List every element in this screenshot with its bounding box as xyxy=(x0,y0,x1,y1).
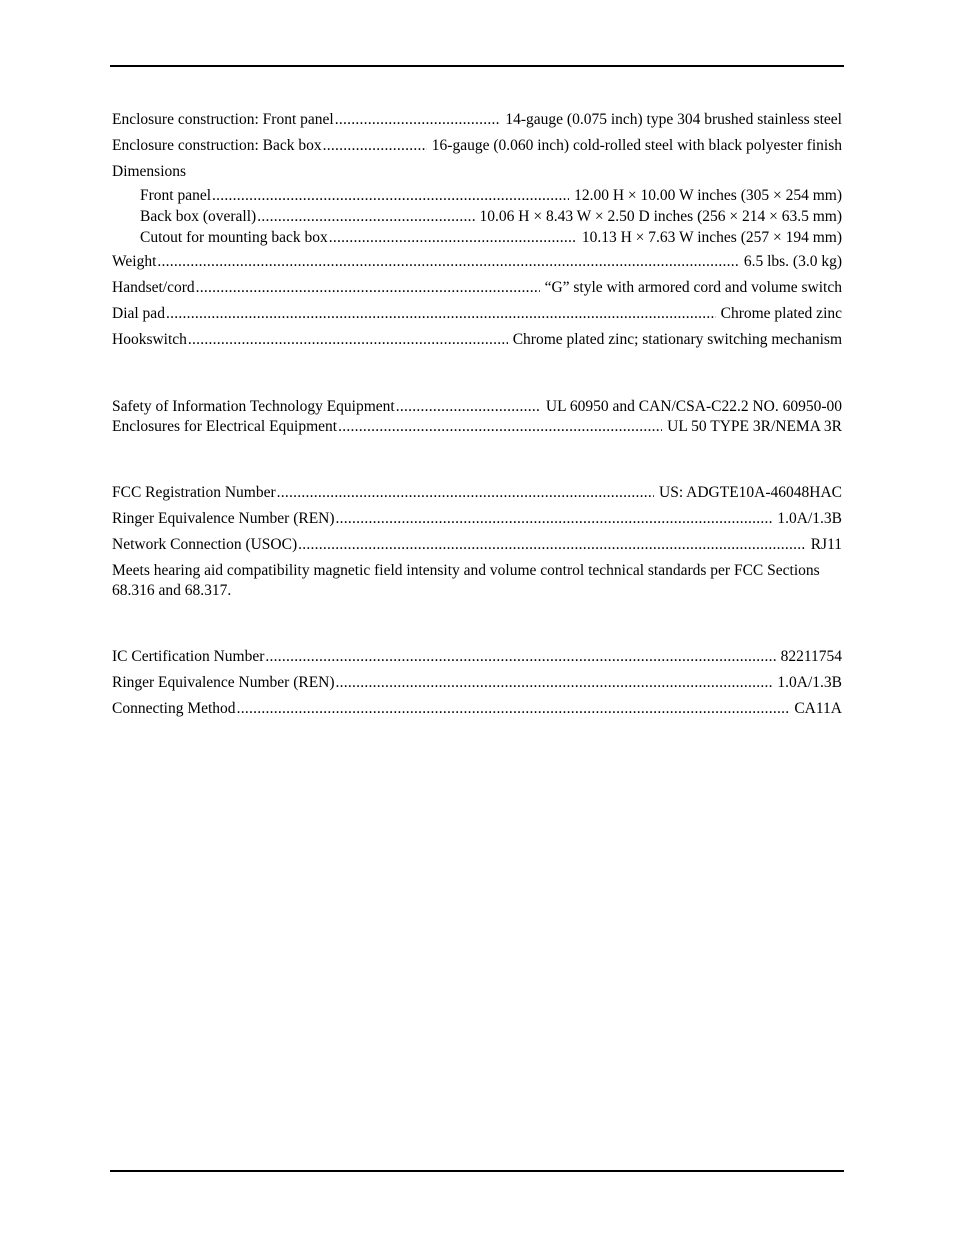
spec-row-dim-front xyxy=(140,186,842,206)
spec-value: 16-gauge (0.060 inch) cold-rolled steel with black polyester finish xyxy=(431,137,842,154)
spec-row-dialpad xyxy=(112,304,842,324)
spec-value: CA11A xyxy=(794,700,842,717)
spec-value: 10.13 H × 7.63 W inches (257 × 194 mm) xyxy=(581,229,842,246)
spec-label: Enclosures for Electrical Equipment xyxy=(112,418,338,435)
spec-label: Network Connection (USOC) xyxy=(112,536,298,553)
spec-label: Cutout for mounting back box xyxy=(140,229,328,246)
spec-value: 12.00 H × 10.00 W inches (305 × 254 mm) xyxy=(574,187,842,204)
spec-label: Safety of Information Technology Equipment xyxy=(112,398,395,415)
spec-value: RJ11 xyxy=(810,536,842,553)
spec-row-ic-connecting xyxy=(112,699,842,719)
spec-row-fcc-ren xyxy=(112,509,842,529)
leader-dots xyxy=(335,110,501,130)
spec-value: 1.0A/1.3B xyxy=(777,510,842,527)
spec-row-back-box xyxy=(112,136,842,156)
footer-rule xyxy=(110,1170,844,1172)
spec-row-dim-cutout xyxy=(140,228,842,248)
spec-label: Front panel xyxy=(140,187,212,204)
spec-row-safety-ite xyxy=(112,397,842,417)
spec-label: IC Certification Number xyxy=(112,648,265,665)
spec-value: 82211754 xyxy=(780,648,842,665)
leader-dots xyxy=(257,207,474,227)
leader-dots xyxy=(323,136,427,156)
spec-value: 1.0A/1.3B xyxy=(777,674,842,691)
spec-label: Ringer Equivalence Number (REN) xyxy=(112,510,335,527)
spec-row-fcc-registration xyxy=(112,483,842,503)
spec-label: Enclosure construction: Back box xyxy=(112,137,322,154)
spec-label: Dial pad xyxy=(112,305,165,322)
dimensions-heading: Dimensions xyxy=(112,163,187,180)
leader-dots xyxy=(265,647,775,667)
leader-dots xyxy=(196,278,540,298)
spec-row-hookswitch xyxy=(112,330,842,350)
spec-row-ic-ren xyxy=(112,673,842,693)
spec-value: Chrome plated zinc; stationary switching mechanism xyxy=(512,331,842,348)
spec-value: UL 50 TYPE 3R/NEMA 3R xyxy=(667,418,842,435)
leader-dots xyxy=(188,330,508,350)
spec-label: Enclosure construction: Front panel xyxy=(112,111,334,128)
spec-label: Handset/cord xyxy=(112,279,195,296)
spec-value: US: ADGTE10A-46048HAC xyxy=(659,484,842,501)
spec-label: Weight xyxy=(112,253,157,270)
leader-dots xyxy=(277,483,654,503)
spec-row-front-panel xyxy=(112,110,842,130)
spec-row-handset xyxy=(112,278,842,298)
spec-row-weight xyxy=(112,252,842,272)
spec-value: “G” style with armored cord and volume switch xyxy=(544,279,842,296)
leader-dots xyxy=(329,228,577,248)
spec-value: 10.06 H × 8.43 W × 2.50 D inches (256 × 214 × 63.5 mm) xyxy=(479,208,842,225)
leader-dots xyxy=(157,252,738,272)
spec-row-fcc-network xyxy=(112,535,842,555)
leader-dots xyxy=(237,699,790,719)
spec-row-safety-enclosures xyxy=(112,417,842,437)
leader-dots xyxy=(338,417,662,437)
leader-dots xyxy=(212,186,569,206)
leader-dots xyxy=(336,673,773,693)
spec-value: 14-gauge (0.075 inch) type 304 brushed stainless steel xyxy=(505,111,842,128)
spec-label: Connecting Method xyxy=(112,700,236,717)
leader-dots xyxy=(396,397,541,417)
spec-label: Back box (overall) xyxy=(140,208,257,225)
spec-row-ic-certification xyxy=(112,647,842,667)
leader-dots xyxy=(336,509,773,529)
hac-note: Meets hearing aid compatibility magnetic field intensity and volume control technical standards per FCC Sections 68.316 and 68.317. xyxy=(112,562,820,599)
spec-label: Hookswitch xyxy=(112,331,187,348)
spec-value: 6.5 lbs. (3.0 kg) xyxy=(743,253,842,270)
leader-dots xyxy=(298,535,806,555)
spec-label: Ringer Equivalence Number (REN) xyxy=(112,674,335,691)
leader-dots xyxy=(166,304,716,324)
header-rule xyxy=(110,65,844,67)
spec-value: Chrome plated zinc xyxy=(720,305,842,322)
spec-row-dim-back xyxy=(140,207,842,227)
spec-label: FCC Registration Number xyxy=(112,484,276,501)
spec-value: UL 60950 and CAN/CSA-C22.2 NO. 60950-00 xyxy=(545,398,842,415)
